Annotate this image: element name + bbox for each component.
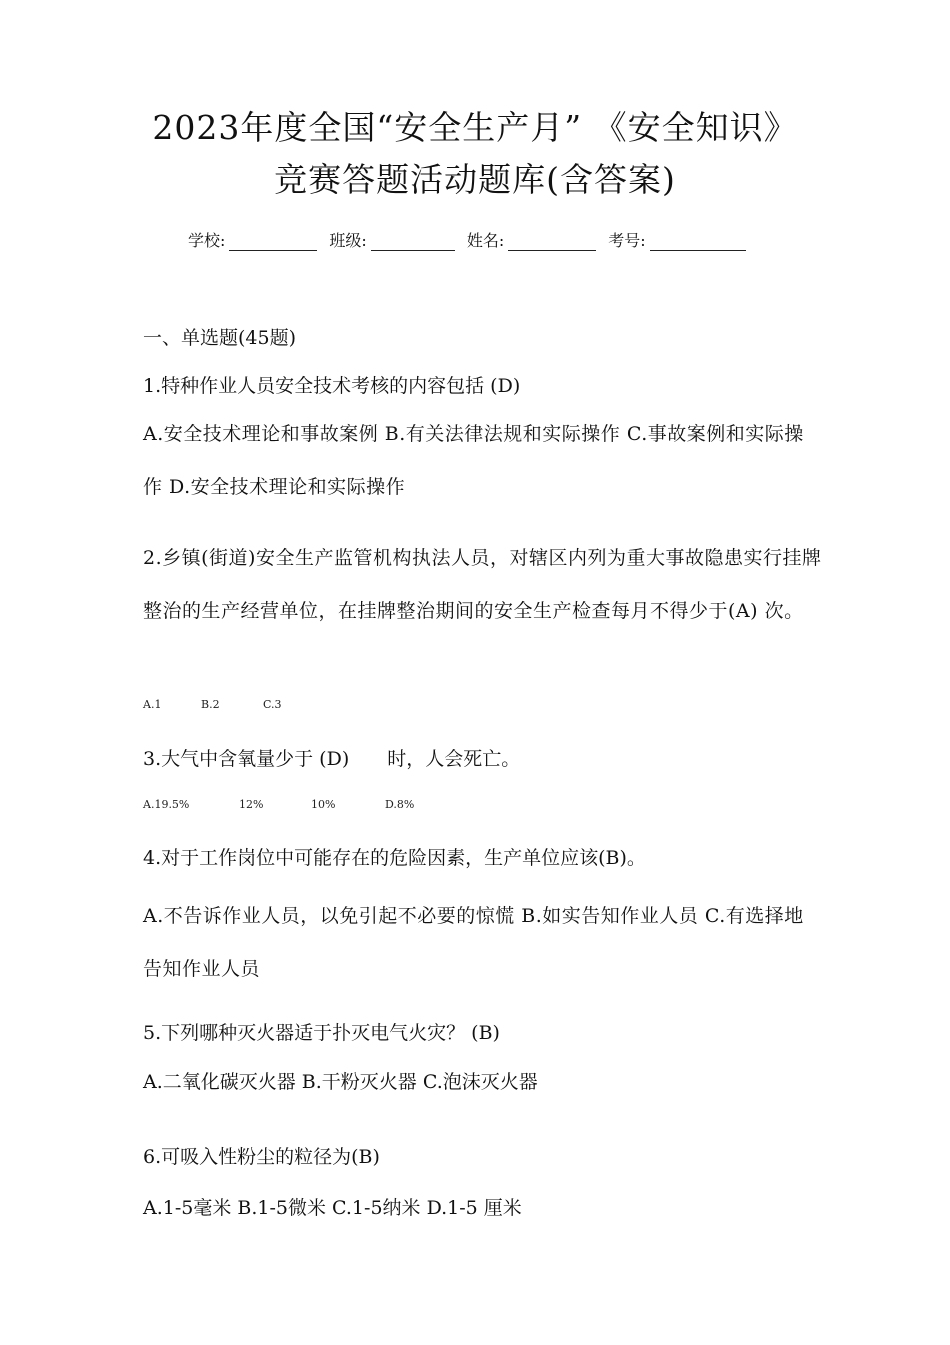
question-3-option-b: 12% (239, 798, 264, 811)
exam-number-blank (650, 228, 746, 251)
student-info-row (188, 228, 828, 251)
question-2-option-a: A.1 (143, 698, 162, 711)
section-heading: 一、单选题(45题) (143, 327, 297, 349)
question-4: 4.对于工作岗位中可能存在的危险因素，生产单位应该(B)。 (143, 847, 646, 869)
question-2-option-b: B.2 (201, 698, 220, 711)
question-2-options (143, 695, 823, 715)
question-1: 1.特种作业人员安全技术考核的内容包括 (D) (143, 375, 521, 397)
question-2-option-c: C.3 (263, 698, 282, 711)
class-label: 班级: (329, 231, 367, 250)
name-blank (508, 228, 596, 251)
school-label: 学校: (188, 231, 226, 250)
question-2: 2.乡镇(街道)安全生产监管机构执法人员，对辖区内列为重大事故隐患实行挂牌整治的生产经营单位，在挂牌整治期间的安全生产检查每月不得少于(A) 次。 (143, 547, 822, 622)
question-1-options: A.安全技术理论和事故案例 B.有关法律法规和实际操作 C.事故案例和实际操作 D.安全技术理论和实际操作 (143, 423, 804, 498)
question-3-option-a: A.19.5% (143, 798, 190, 811)
question-6-options: A.1-5毫米 B.1-5微米 C.1-5纳米 D.1-5 厘米 (143, 1197, 522, 1219)
document-title-line-1: 2023年度全国“安全生产月” 《安全知识》 (152, 108, 798, 147)
name-label: 姓名: (466, 231, 505, 250)
question-3-option-d: D.8% (385, 798, 415, 811)
question-3-options (143, 795, 823, 815)
question-5-options: A.二氧化碳灭火器 B.干粉灭火器 C.泡沫灭火器 (143, 1071, 538, 1093)
school-blank (229, 228, 317, 251)
question-3: 3.大气中含氧量少于 (D) 时，人会死亡。 (143, 748, 521, 770)
class-blank (371, 228, 455, 251)
exam-number-label: 考号: (608, 231, 646, 250)
question-5: 5.下列哪种灭火器适于扑灭电气火灾？ (B) (143, 1022, 500, 1044)
question-3-option-c: 10% (311, 798, 336, 811)
question-4-options: A.不告诉作业人员，以免引起不必要的惊慌 B.如实告知作业人员 C.有选择地告知作业人员 (143, 905, 804, 980)
question-6: 6.可吸入性粉尘的粒径为(B) (143, 1146, 380, 1168)
document-title-line-2: 竞赛答题活动题库(含答案) (274, 160, 676, 199)
